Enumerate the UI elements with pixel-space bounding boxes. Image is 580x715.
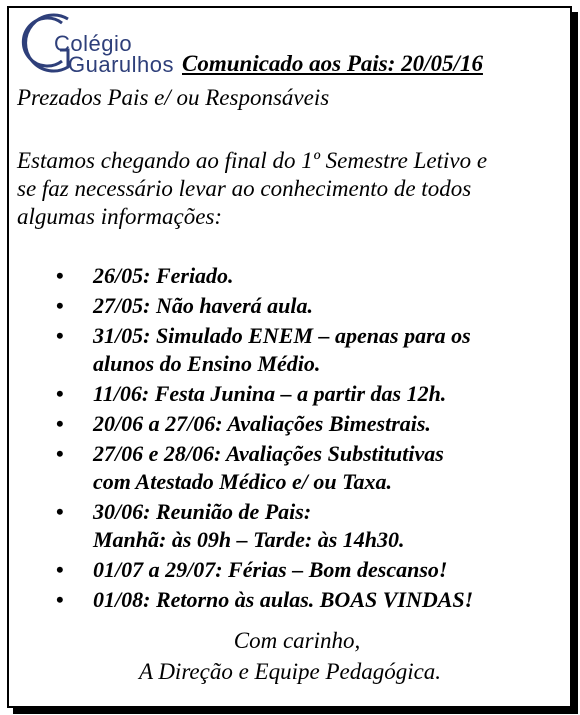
list-item-text: 27/06 e 28/06: Avaliações Substitutivas [93,441,444,466]
announcement-list [0,262,560,616]
intro-paragraph [17,147,557,231]
list-item-text: 27/05: Não haverá aula. [93,293,313,318]
list-item [0,262,560,290]
list-item [0,498,560,554]
bullet-icon: • [56,381,64,406]
list-item-text: 31/05: Simulado ENEM – apenas para os [93,323,471,348]
notice-title: Comunicado aos Pais: 20/05/16 [182,51,483,76]
list-item-text: 01/07 a 29/07: Férias – Bom descanso! [93,557,448,582]
bullet-icon: • [56,587,64,612]
list-item [0,292,560,320]
bullet-icon: • [56,323,64,348]
list-item-text: 30/06: Reunião de Pais: [93,499,312,524]
list-item [0,440,560,496]
list-item-text: 26/05: Feriado. [93,263,234,288]
list-item-text: 20/06 a 27/06: Avaliações Bimestrais. [93,411,431,436]
list-item-text: alunos do Ensino Médio. [93,351,321,376]
list-item [0,322,560,378]
list-item-text: 11/06: Festa Junina – a partir das 12h. [93,381,447,406]
bullet-icon: • [56,441,64,466]
logo-text-guarulhos: Guarulhos [68,52,175,77]
list-item [0,380,560,408]
list-item-text: Manhã: às 09h – Tarde: às 14h30. [93,527,405,552]
greeting: Prezados Pais e/ ou Responsáveis [17,85,330,110]
bullet-icon: • [56,411,64,436]
bullet-icon: • [56,263,64,288]
bullet-icon: • [56,293,64,318]
bullet-icon: • [56,499,64,524]
list-item-text: com Atestado Médico e/ ou Taxa. [93,469,393,494]
list-item [0,410,560,438]
intro-line: se faz necessário levar ao conhecimento de todos [17,176,472,201]
list-item [0,556,560,584]
bullet-icon: • [56,557,64,582]
intro-line: Estamos chegando ao final do 1º Semestre Letivo e [17,148,488,173]
closing-salutation: Com carinho, [233,628,361,653]
list-item [0,586,560,614]
closing-signature: A Direção e Equipe Pedagógica. [138,659,442,684]
list-item-text: 01/08: Retorno às aulas. BOAS VINDAS! [93,587,474,612]
school-logo [18,6,183,76]
logo-text-colegio: Colégio [54,31,133,56]
intro-line: algumas informações: [17,204,223,229]
